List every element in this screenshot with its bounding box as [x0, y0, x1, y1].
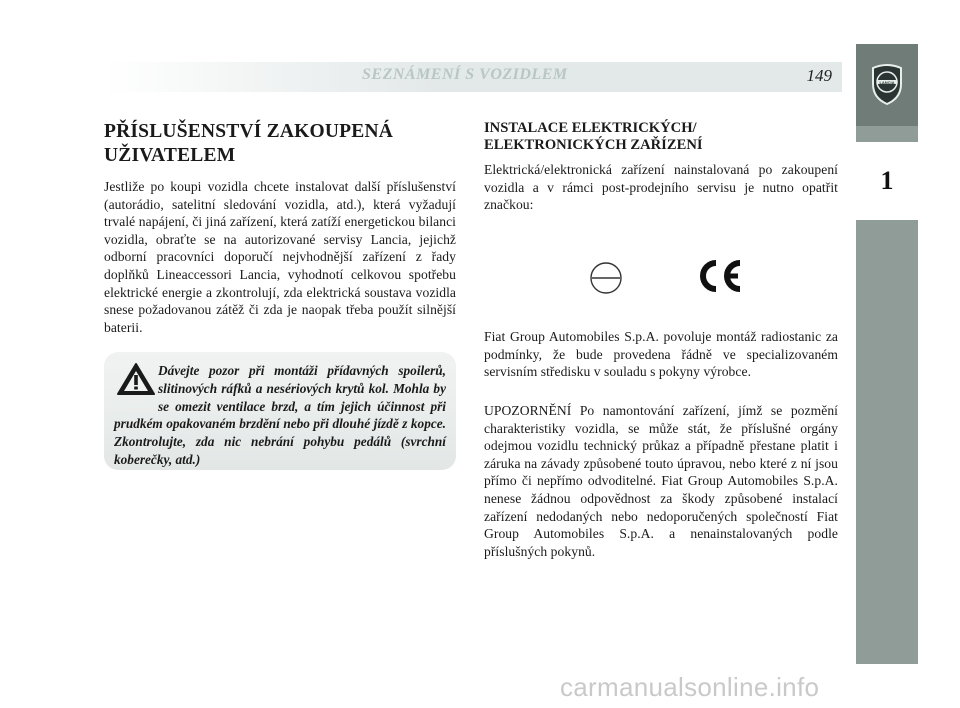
accessories-paragraph: Jestliže po koupi vozidla chcete instalovat další příslušenství (autorádio, satelitní sledování vozidla, atd.), která vyžadují trvalé napájení, či jiná zařízení, která zatíží energetickou bilanci vozidla, obraťte se na autorizované servisy Lancia, jejichž odborní pracovníci doporučí nejvhodnější zařízení z řady doplňků Lineaccessori Lancia, vyhodnotí celkovou spotřebu elektrické energie a zkontrolují, zda elektrická soustava vozidla snese požadovanou zátěž či zda je naopak třeba použít silnější baterii.: [104, 179, 456, 335]
warning-text: Dávejte pozor při montáži přídavných spoilerů, slitinových ráfků a nesériových krytů kol. Mohla by se omezit ventilace brzd, a tím jejich účinnost při prudkém opakovaném brzdění nebo při dlouhé jízdě z kopce. Zkontrolujte, zda nic nebrání pohybu pedálů (svrchní koberečky, atd.): [114, 363, 446, 467]
watermark: carmanualsonline.info: [560, 672, 820, 702]
chapter-number: 1: [856, 142, 918, 220]
warning-box: [104, 352, 456, 470]
section-title: [104, 120, 456, 168]
right-column: [484, 120, 838, 214]
subsection-title-line2: ELEKTRONICKÝCH ZAŘÍZENÍ: [484, 137, 703, 153]
ce-mark-icon: [696, 256, 744, 296]
page-header: [104, 62, 842, 92]
section-title-line1: PŘÍSLUŠENSTVÍ ZAKOUPENÁ: [104, 121, 394, 142]
e-mark-icon: [588, 260, 624, 296]
certification-marks: [484, 252, 838, 302]
logo-box: [856, 44, 918, 126]
page-number: 149: [806, 66, 832, 85]
warning-text-block: [114, 362, 446, 469]
subsection-title: [484, 120, 838, 154]
svg-text:LANCIA: LANCIA: [879, 80, 895, 85]
lancia-logo-icon: [869, 62, 905, 106]
section-title-line2: UŽIVATELEM: [104, 145, 236, 166]
subsection-title-line1: INSTALACE ELEKTRICKÝCH/: [484, 120, 697, 136]
header-title: SEZNÁMENÍ S VOZIDLEM: [362, 66, 568, 83]
chapter-sidebar: [856, 44, 918, 664]
intro-paragraph: Elektrická/elektronická zařízení nainstalovaná po zakoupení vozidla a v rámci post-prodejního servisu je nutno opatřit značkou:: [484, 162, 838, 213]
notice-paragraph: UPOZORNĚNÍ Po namontování zařízení, jímž se pozmění charakteristiky vozidla, se může stát, že příslušné orgány odejmou vozidlu technický průkaz a případně přestane platit i záruka na závady způsobené touto úpravou, nebo které z ní jsou přímo či nepřímo odvoditelné. Fiat Group Automobiles S.p.A. nenese žádnou odpovědnost za škody způsobené instalací zařízení nedodaných nebo nedoporučených společností Fiat Group Automobiles S.p.A. a nenainstalovaných podle příslušných pokynů.: [484, 403, 838, 559]
left-column: [104, 120, 456, 336]
radio-paragraph: Fiat Group Automobiles S.p.A. povoluje montáž radiostanic za podmínky, že bude provedena řádně ve specializovaném servisním středisku v souladu s pokyny výrobce.: [484, 329, 838, 380]
